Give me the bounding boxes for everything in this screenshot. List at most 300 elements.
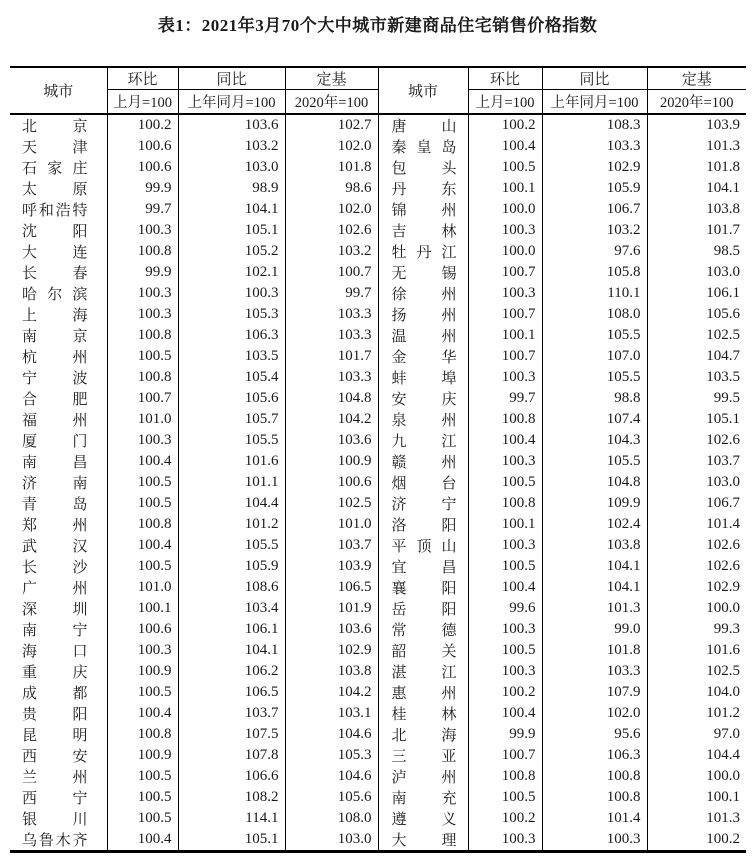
city-name-char: 成 bbox=[22, 685, 38, 702]
city-name-cell bbox=[10, 241, 107, 262]
city-name-char: 金 bbox=[391, 349, 407, 366]
table-row bbox=[10, 304, 746, 325]
city-name-cell bbox=[378, 199, 468, 220]
city-name-char: 兰 bbox=[22, 769, 38, 786]
city-name-cell bbox=[378, 346, 468, 367]
yoy-index-value: 105.3 bbox=[178, 304, 285, 325]
city-name-char: 唐 bbox=[391, 118, 407, 135]
fixed-index-value: 100.0 bbox=[647, 598, 746, 619]
city-name bbox=[22, 304, 88, 325]
mom-index-value: 100.5 bbox=[107, 682, 178, 703]
city-name-char: 埠 bbox=[441, 370, 457, 387]
yoy-index-value: 108.3 bbox=[542, 114, 647, 136]
city-name bbox=[392, 451, 457, 472]
city-name-char: 锡 bbox=[441, 265, 457, 282]
mom-index-value: 99.7 bbox=[107, 199, 178, 220]
city-name-char: 南 bbox=[22, 622, 38, 639]
yoy-index-value: 106.3 bbox=[178, 325, 285, 346]
city-name bbox=[392, 661, 457, 682]
city-name-char: 州 bbox=[72, 517, 88, 534]
city-name bbox=[392, 409, 457, 430]
city-name-char: 木 bbox=[55, 832, 71, 849]
city-name-char: 门 bbox=[72, 433, 88, 450]
mom-index-value: 100.3 bbox=[107, 304, 178, 325]
yoy-index-value: 101.4 bbox=[542, 808, 647, 829]
city-name-cell bbox=[378, 514, 468, 535]
fixed-index-value: 105.3 bbox=[285, 745, 378, 766]
fixed-index-value: 104.8 bbox=[285, 388, 378, 409]
table-row bbox=[10, 220, 746, 241]
city-name-char: 东 bbox=[441, 181, 457, 198]
city-name bbox=[22, 178, 88, 199]
yoy-index-value: 106.7 bbox=[542, 199, 647, 220]
city-name bbox=[392, 535, 457, 556]
fixed-index-value: 104.4 bbox=[647, 745, 746, 766]
table-row bbox=[10, 451, 746, 472]
fixed-index-value: 104.6 bbox=[285, 766, 378, 787]
mom-index-value: 100.8 bbox=[107, 241, 178, 262]
fixed-index-value: 102.5 bbox=[285, 493, 378, 514]
city-name-char: 江 bbox=[441, 664, 457, 681]
city-name-char: 乌 bbox=[22, 832, 38, 849]
city-name-cell bbox=[378, 136, 468, 157]
city-name-char: 特 bbox=[72, 202, 88, 219]
yoy-index-value: 102.9 bbox=[542, 157, 647, 178]
mom-index-value: 100.1 bbox=[468, 514, 542, 535]
city-name bbox=[22, 619, 88, 640]
city-name-cell bbox=[378, 220, 468, 241]
city-name-char: 无 bbox=[391, 265, 407, 282]
city-name bbox=[22, 745, 88, 766]
fixed-index-value: 97.0 bbox=[647, 724, 746, 745]
subheader-yoy-base-right: 上年同月=100 bbox=[542, 90, 647, 114]
city-name-char: 太 bbox=[22, 181, 38, 198]
city-name bbox=[22, 199, 88, 220]
mom-index-value: 100.5 bbox=[468, 472, 542, 493]
city-name bbox=[392, 745, 457, 766]
city-name-char: 上 bbox=[22, 307, 38, 324]
city-name-char: 三 bbox=[391, 748, 407, 765]
table-body bbox=[10, 114, 746, 852]
subheader-fixed-base-left: 2020年=100 bbox=[285, 90, 378, 114]
table-row bbox=[10, 114, 746, 136]
city-name bbox=[392, 514, 457, 535]
city-name-char: 台 bbox=[441, 475, 457, 492]
mom-index-value: 100.4 bbox=[468, 136, 542, 157]
mom-index-value: 100.8 bbox=[107, 514, 178, 535]
city-name bbox=[22, 829, 88, 850]
city-name-cell bbox=[10, 262, 107, 283]
yoy-index-value: 100.8 bbox=[542, 766, 647, 787]
city-name-char: 波 bbox=[72, 370, 88, 387]
mom-index-value: 100.3 bbox=[468, 367, 542, 388]
city-name-cell bbox=[10, 114, 107, 136]
yoy-index-value: 103.3 bbox=[542, 136, 647, 157]
table-row bbox=[10, 787, 746, 808]
city-name-cell bbox=[10, 535, 107, 556]
city-name-char: 岳 bbox=[391, 601, 407, 618]
city-name-char: 汉 bbox=[72, 538, 88, 555]
yoy-index-value: 105.5 bbox=[542, 451, 647, 472]
mom-index-value: 100.5 bbox=[107, 472, 178, 493]
yoy-index-value: 105.1 bbox=[178, 829, 285, 852]
city-name-cell bbox=[378, 262, 468, 283]
fixed-index-value: 104.1 bbox=[647, 178, 746, 199]
city-name-char: 泸 bbox=[391, 769, 407, 786]
mom-index-value: 100.0 bbox=[468, 241, 542, 262]
city-name-cell bbox=[10, 808, 107, 829]
yoy-index-value: 106.3 bbox=[542, 745, 647, 766]
table-row bbox=[10, 808, 746, 829]
city-name-char: 州 bbox=[72, 580, 88, 597]
city-name-cell bbox=[10, 787, 107, 808]
yoy-index-value: 105.1 bbox=[178, 220, 285, 241]
city-name-char: 林 bbox=[441, 223, 457, 240]
city-name-char: 浩 bbox=[55, 202, 71, 219]
fixed-index-value: 99.3 bbox=[647, 619, 746, 640]
table-row bbox=[10, 409, 746, 430]
city-name-char: 肥 bbox=[72, 391, 88, 408]
city-name-cell bbox=[10, 367, 107, 388]
fixed-index-value: 101.7 bbox=[285, 346, 378, 367]
city-name-char: 西 bbox=[22, 790, 38, 807]
city-name bbox=[392, 703, 457, 724]
mom-index-value: 100.5 bbox=[107, 808, 178, 829]
yoy-index-value: 103.2 bbox=[542, 220, 647, 241]
fixed-index-value: 104.0 bbox=[647, 682, 746, 703]
yoy-index-value: 103.5 bbox=[178, 346, 285, 367]
city-name-char: 南 bbox=[391, 790, 407, 807]
city-name-char: 昌 bbox=[72, 454, 88, 471]
city-name-char: 庆 bbox=[441, 391, 457, 408]
city-name-char: 州 bbox=[441, 454, 457, 471]
city-name-cell bbox=[10, 304, 107, 325]
fixed-index-value: 103.6 bbox=[285, 430, 378, 451]
yoy-index-value: 100.8 bbox=[542, 787, 647, 808]
city-name-cell bbox=[10, 493, 107, 514]
city-name-char: 重 bbox=[22, 664, 38, 681]
city-name-cell bbox=[378, 577, 468, 598]
city-name bbox=[392, 388, 457, 409]
mom-index-value: 100.0 bbox=[468, 199, 542, 220]
yoy-index-value: 103.8 bbox=[542, 535, 647, 556]
table-row bbox=[10, 136, 746, 157]
city-name bbox=[22, 661, 88, 682]
table-row bbox=[10, 283, 746, 304]
city-name-cell bbox=[378, 556, 468, 577]
city-name bbox=[392, 136, 457, 157]
city-name-char: 津 bbox=[72, 139, 88, 156]
city-name-char: 州 bbox=[441, 769, 457, 786]
city-name-char: 亚 bbox=[441, 748, 457, 765]
mom-index-value: 100.5 bbox=[107, 493, 178, 514]
header-row-main bbox=[10, 67, 746, 90]
yoy-index-value: 101.6 bbox=[178, 451, 285, 472]
mom-index-value: 100.5 bbox=[468, 556, 542, 577]
subheader-mom-base-right: 上月=100 bbox=[468, 90, 542, 114]
yoy-index-value: 105.5 bbox=[178, 535, 285, 556]
city-name-char: 海 bbox=[22, 643, 38, 660]
city-name-char: 阳 bbox=[441, 580, 457, 597]
yoy-index-value: 103.4 bbox=[178, 598, 285, 619]
city-name-cell bbox=[10, 409, 107, 430]
city-name-char: 福 bbox=[22, 412, 38, 429]
city-name-char: 北 bbox=[391, 727, 407, 744]
fixed-index-value: 102.6 bbox=[647, 535, 746, 556]
city-name-cell bbox=[10, 220, 107, 241]
city-name-char: 丹 bbox=[416, 244, 432, 261]
city-name bbox=[392, 325, 457, 346]
yoy-index-value: 104.3 bbox=[542, 430, 647, 451]
fixed-index-value: 98.5 bbox=[647, 241, 746, 262]
header-city-right: 城市 bbox=[378, 67, 468, 114]
yoy-index-value: 106.6 bbox=[178, 766, 285, 787]
fixed-index-value: 102.6 bbox=[285, 220, 378, 241]
table-header bbox=[10, 67, 746, 114]
mom-index-value: 100.6 bbox=[107, 136, 178, 157]
city-name bbox=[22, 388, 88, 409]
city-name bbox=[22, 535, 88, 556]
yoy-index-value: 108.2 bbox=[178, 787, 285, 808]
header-mom-left: 环比 bbox=[107, 67, 178, 90]
table-row bbox=[10, 619, 746, 640]
yoy-index-value: 109.9 bbox=[542, 493, 647, 514]
fixed-index-value: 106.5 bbox=[285, 577, 378, 598]
city-name bbox=[392, 724, 457, 745]
fixed-index-value: 105.6 bbox=[647, 304, 746, 325]
header-mom-right: 环比 bbox=[468, 67, 542, 90]
city-name-char: 合 bbox=[22, 391, 38, 408]
fixed-index-value: 104.6 bbox=[285, 724, 378, 745]
city-name-char: 连 bbox=[72, 244, 88, 261]
mom-index-value: 100.3 bbox=[468, 283, 542, 304]
mom-index-value: 100.4 bbox=[107, 703, 178, 724]
fixed-index-value: 106.7 bbox=[647, 493, 746, 514]
city-name-char: 尔 bbox=[47, 286, 63, 303]
city-name-char: 阳 bbox=[72, 223, 88, 240]
city-name bbox=[22, 787, 88, 808]
page-title: 表1：2021年3月70个大中城市新建商品住宅销售价格指数 bbox=[157, 16, 598, 35]
yoy-index-value: 104.1 bbox=[178, 199, 285, 220]
city-name-char: 阳 bbox=[441, 517, 457, 534]
mom-index-value: 100.3 bbox=[468, 829, 542, 852]
city-name bbox=[22, 766, 88, 787]
city-name-char: 银 bbox=[22, 811, 38, 828]
city-name bbox=[22, 724, 88, 745]
price-index-table bbox=[10, 66, 746, 853]
fixed-index-value: 100.7 bbox=[285, 262, 378, 283]
city-name bbox=[392, 199, 457, 220]
city-name-cell bbox=[10, 325, 107, 346]
city-name-char: 川 bbox=[72, 811, 88, 828]
city-name-cell bbox=[378, 409, 468, 430]
city-name-char: 郑 bbox=[22, 517, 38, 534]
city-name-char: 林 bbox=[441, 706, 457, 723]
city-name-char: 武 bbox=[22, 538, 38, 555]
city-name-cell bbox=[378, 367, 468, 388]
mom-index-value: 99.9 bbox=[468, 724, 542, 745]
mom-index-value: 100.5 bbox=[107, 766, 178, 787]
city-name-char: 山 bbox=[441, 538, 457, 555]
city-name-char: 安 bbox=[391, 391, 407, 408]
yoy-index-value: 100.3 bbox=[542, 829, 647, 852]
city-name bbox=[22, 409, 88, 430]
city-name-cell bbox=[10, 178, 107, 199]
mom-index-value: 100.2 bbox=[468, 682, 542, 703]
yoy-index-value: 106.1 bbox=[178, 619, 285, 640]
city-name-char: 京 bbox=[72, 328, 88, 345]
city-name-char: 湛 bbox=[391, 664, 407, 681]
mom-index-value: 100.3 bbox=[107, 640, 178, 661]
city-name-char: 义 bbox=[441, 811, 457, 828]
city-name-cell bbox=[378, 535, 468, 556]
mom-index-value: 100.2 bbox=[468, 114, 542, 136]
yoy-index-value: 104.1 bbox=[178, 640, 285, 661]
fixed-index-value: 99.7 bbox=[285, 283, 378, 304]
city-name-char: 州 bbox=[72, 349, 88, 366]
city-name-char: 庆 bbox=[72, 664, 88, 681]
fixed-index-value: 101.0 bbox=[285, 514, 378, 535]
yoy-index-value: 99.0 bbox=[542, 619, 647, 640]
mom-index-value: 100.3 bbox=[468, 535, 542, 556]
city-name bbox=[22, 325, 88, 346]
yoy-index-value: 103.6 bbox=[178, 114, 285, 136]
table-row bbox=[10, 178, 746, 199]
city-name-char: 州 bbox=[441, 412, 457, 429]
city-name bbox=[392, 640, 457, 661]
fixed-index-value: 103.7 bbox=[647, 451, 746, 472]
mom-index-value: 99.9 bbox=[107, 178, 178, 199]
mom-index-value: 100.5 bbox=[107, 346, 178, 367]
city-name bbox=[22, 346, 88, 367]
fixed-index-value: 98.6 bbox=[285, 178, 378, 199]
yoy-index-value: 107.0 bbox=[542, 346, 647, 367]
mom-index-value: 100.3 bbox=[468, 661, 542, 682]
yoy-index-value: 102.4 bbox=[542, 514, 647, 535]
city-name-cell bbox=[378, 640, 468, 661]
mom-index-value: 100.7 bbox=[468, 304, 542, 325]
mom-index-value: 100.4 bbox=[468, 703, 542, 724]
mom-index-value: 100.7 bbox=[468, 262, 542, 283]
city-name bbox=[392, 493, 457, 514]
yoy-index-value: 106.5 bbox=[178, 682, 285, 703]
mom-index-value: 100.4 bbox=[107, 451, 178, 472]
city-name bbox=[22, 472, 88, 493]
mom-index-value: 100.5 bbox=[468, 157, 542, 178]
yoy-index-value: 101.3 bbox=[542, 598, 647, 619]
city-name-char: 江 bbox=[441, 433, 457, 450]
city-name-char: 州 bbox=[441, 286, 457, 303]
fixed-index-value: 103.5 bbox=[647, 367, 746, 388]
city-name-cell bbox=[378, 325, 468, 346]
fixed-index-value: 102.0 bbox=[285, 199, 378, 220]
fixed-index-value: 102.9 bbox=[285, 640, 378, 661]
mom-index-value: 100.4 bbox=[107, 829, 178, 852]
city-name-char: 惠 bbox=[391, 685, 407, 702]
city-name-char: 顶 bbox=[416, 538, 432, 555]
mom-index-value: 100.4 bbox=[107, 535, 178, 556]
city-name-char: 圳 bbox=[72, 601, 88, 618]
city-name-char: 山 bbox=[441, 118, 457, 135]
city-name-char: 石 bbox=[22, 160, 38, 177]
city-name-cell bbox=[10, 388, 107, 409]
city-name-char: 关 bbox=[441, 643, 457, 660]
city-name-char: 家 bbox=[47, 160, 63, 177]
city-name bbox=[22, 598, 88, 619]
city-name-char: 岛 bbox=[72, 496, 88, 513]
fixed-index-value: 103.7 bbox=[285, 535, 378, 556]
header-city-left: 城市 bbox=[10, 67, 107, 114]
city-name-char: 昌 bbox=[441, 559, 457, 576]
fixed-index-value: 104.2 bbox=[285, 682, 378, 703]
city-name-char: 州 bbox=[441, 328, 457, 345]
fixed-index-value: 101.4 bbox=[647, 514, 746, 535]
city-name-char: 德 bbox=[441, 622, 457, 639]
mom-index-value: 100.9 bbox=[107, 745, 178, 766]
fixed-index-value: 103.3 bbox=[285, 325, 378, 346]
city-name-cell bbox=[10, 577, 107, 598]
city-name-cell bbox=[378, 178, 468, 199]
table-row bbox=[10, 745, 746, 766]
fixed-index-value: 101.8 bbox=[647, 157, 746, 178]
city-name-char: 州 bbox=[441, 202, 457, 219]
city-name-char: 厦 bbox=[22, 433, 38, 450]
header-fixed-left: 定基 bbox=[285, 67, 378, 90]
city-name-char: 皇 bbox=[416, 139, 432, 156]
city-name bbox=[392, 766, 457, 787]
city-name bbox=[22, 682, 88, 703]
fixed-index-value: 102.6 bbox=[647, 430, 746, 451]
mom-index-value: 100.8 bbox=[468, 766, 542, 787]
city-name-char: 头 bbox=[441, 160, 457, 177]
mom-index-value: 100.8 bbox=[468, 409, 542, 430]
yoy-index-value: 104.1 bbox=[542, 556, 647, 577]
header-fixed-right: 定基 bbox=[647, 67, 746, 90]
yoy-index-value: 97.6 bbox=[542, 241, 647, 262]
mom-index-value: 100.2 bbox=[468, 808, 542, 829]
city-name-cell bbox=[10, 346, 107, 367]
yoy-index-value: 105.9 bbox=[542, 178, 647, 199]
city-name-cell bbox=[10, 640, 107, 661]
yoy-index-value: 103.2 bbox=[178, 136, 285, 157]
city-name-char: 长 bbox=[22, 265, 38, 282]
yoy-index-value: 104.1 bbox=[542, 577, 647, 598]
city-name-cell bbox=[10, 829, 107, 852]
city-name-cell bbox=[10, 514, 107, 535]
city-name-cell bbox=[10, 451, 107, 472]
table-row bbox=[10, 661, 746, 682]
city-name-char: 北 bbox=[22, 118, 38, 135]
city-name-char: 宁 bbox=[72, 790, 88, 807]
city-name-char: 济 bbox=[22, 475, 38, 492]
fixed-index-value: 102.7 bbox=[285, 114, 378, 136]
city-name-char: 州 bbox=[72, 769, 88, 786]
yoy-index-value: 108.0 bbox=[542, 304, 647, 325]
yoy-index-value: 105.5 bbox=[542, 367, 647, 388]
city-name bbox=[392, 619, 457, 640]
mom-index-value: 100.5 bbox=[107, 556, 178, 577]
city-name-char: 庄 bbox=[72, 160, 88, 177]
city-name-char: 南 bbox=[22, 328, 38, 345]
city-name-char: 州 bbox=[72, 412, 88, 429]
city-name-cell bbox=[378, 703, 468, 724]
fixed-index-value: 101.9 bbox=[285, 598, 378, 619]
city-name-char: 深 bbox=[22, 601, 38, 618]
fixed-index-value: 105.1 bbox=[647, 409, 746, 430]
city-name-char: 大 bbox=[22, 244, 38, 261]
city-name-cell bbox=[10, 556, 107, 577]
mom-index-value: 100.6 bbox=[107, 619, 178, 640]
